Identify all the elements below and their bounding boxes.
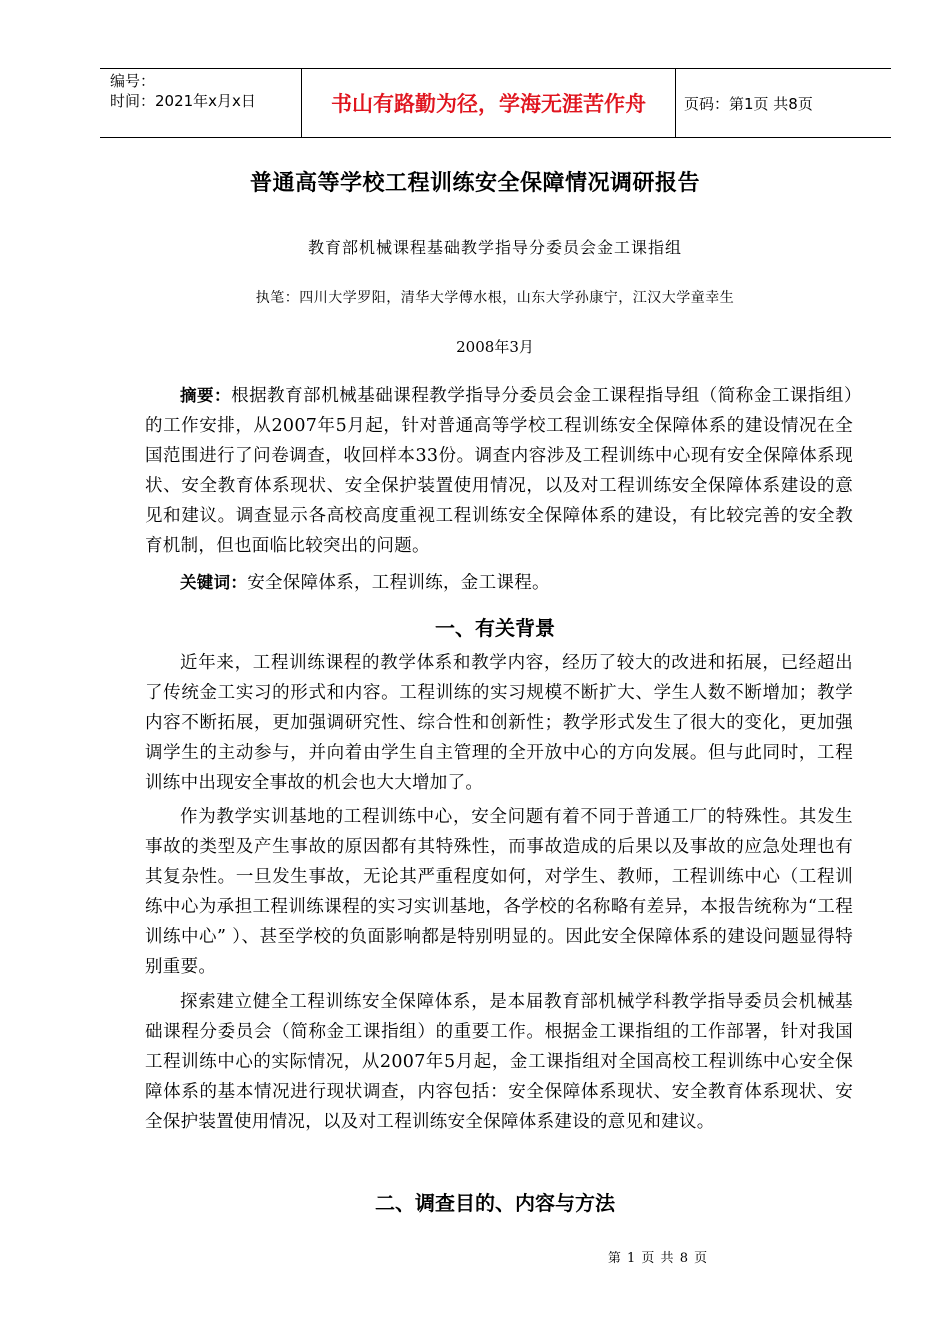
- header-motto: 书山有路勤为径，学海无涯苦作舟: [302, 69, 676, 137]
- document-date: 2008年3月: [456, 338, 534, 356]
- document-title: 普通高等学校工程训练安全保障情况调研报告: [249, 170, 700, 196]
- number-label: 编号：: [110, 72, 156, 90]
- page-header: [100, 68, 891, 138]
- body-paragraph: 作为教学实训基地的工程训练中心，安全问题有着不同于普通工厂的特殊性。其发生事故的类型及产生事故的原因都有其特殊性，而事故造成的后果以及事故的应急处理也有其复杂性。一旦发生事故，无论其严重程度如何，对学生、教师，工程训练中心（工程训练中心为承担工程训练课程的实习实训基地，各学校的名称略有差异，本报告统称为“工程训练中心” ）、甚至学校的负面影响都是特别明显的。因此安全保障体系的建设问题显得特别重要。: [145, 807, 853, 977]
- keywords: [145, 568, 853, 598]
- abstract-label: 摘要：: [180, 386, 232, 405]
- keywords-text: 安全保障体系，工程训练，金工课程。: [247, 573, 550, 593]
- header-meta: [100, 69, 302, 137]
- body-paragraph: 近年来，工程训练课程的教学体系和教学内容，经历了较大的改进和拓展，已经超出了传统金工实习的形式和内容。工程训练的实习规模不断扩大、学生人数不断增加；教学内容不断拓展，更加强调研究性、综合性和创新性；教学形式发生了很大的变化，更加强调学生的主动参与，并向着由学生自主管理的全开放中心的方向发展。但与此同时，工程训练中出现安全事故的机会也大大增加了。: [145, 653, 853, 793]
- abstract-text: 根据教育部机械基础课程教学指导分委员会金工课程指导组（简称金工课指组）的工作安排，从2007年5月起，针对普通高等学校工程训练安全保障体系的建设情况在全国范围进行了问卷调查，收回样本33份。调查内容涉及工程训练中心现有安全保障体系现状、安全教育体系现状、安全保护装置使用情况，以及对工程训练安全保障体系建设的意见和建议。调查显示各高校高度重视工程训练安全保障体系的建设，有比较完善的安全教育机制，但也面临比较突出的问题。: [145, 386, 853, 556]
- header-page-info: 页码：第1页 共8页: [684, 94, 813, 113]
- body-paragraph: 探索建立健全工程训练安全保障体系，是本届教育部机械学科教学指导委员会机械基础课程分委员会（简称金工课指组）的重要工作。根据金工课指组的工作部署，针对我国工程训练中心的实际情况，从2007年5月起，金工课指组对全国高校工程训练中心安全保障体系的基本情况进行现状调查，内容包括：安全保障体系现状、安全教育体系现状、安全保护装置使用情况，以及对工程训练安全保障体系建设的意见和建议。: [145, 992, 853, 1132]
- page-footer: 第 1 页 共 8 页: [607, 1251, 709, 1266]
- abstract: [145, 381, 853, 561]
- authors: 执笔：四川大学罗阳，清华大学傅水根，山东大学孙康宁，江汉大学童幸生: [255, 290, 735, 306]
- keywords-label: 关键词：: [180, 573, 248, 592]
- section-heading-1: 一、有关背景: [435, 616, 555, 640]
- section-heading-2: 二、调查目的、内容与方法: [375, 1191, 615, 1215]
- organization: 教育部机械课程基础教学指导分委员会金工课指组: [307, 238, 682, 257]
- time-label: 时间：2021年x月x日: [110, 92, 256, 110]
